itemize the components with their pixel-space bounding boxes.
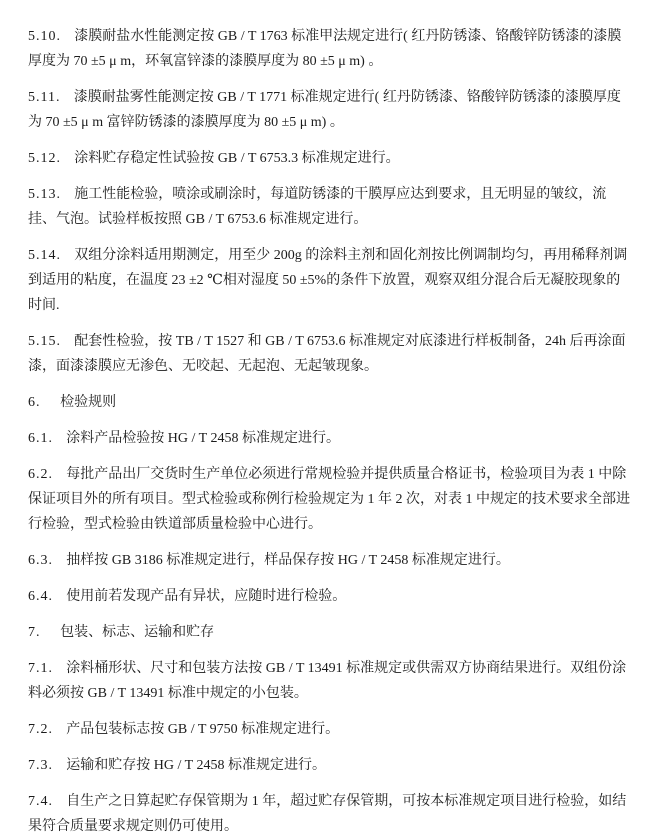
section-paragraph-7-3 [28,753,631,778]
section-text: 涂料贮存稳定性试验按 GB / T 6753.3 标准规定进行。 [74,151,400,166]
section-paragraph-5-14 [28,243,631,318]
section-number: 7. [28,625,41,640]
section-paragraph-6-2 [28,462,631,537]
section-paragraph-5-10 [28,24,631,74]
section-number: 6.2. [28,467,53,482]
section-text: 漆膜耐盐雾性能测定按 GB / T 1771 标准规定进行( 红丹防锈漆、铬酸锌防锈漆的漆膜厚度为 70 ±5 μ m 富锌防锈漆的漆膜厚度为 80 ±5 μ m) 。 [28,90,621,130]
section-paragraph-6-3 [28,548,631,573]
section-text: 产品包装标志按 GB / T 9750 标准规定进行。 [66,722,340,737]
section-text: 自生产之日算起贮存保管期为 1 年，超过贮存保管期，可按本标准规定项目进行检验，如结果符合质量要求规定则仍可使用。 [28,794,627,834]
section-paragraph-5-12 [28,146,631,171]
section-text: 使用前若发现产品有异状，应随时进行检验。 [66,589,347,604]
section-paragraph-7-2 [28,717,631,742]
section-number: 5.10. [28,29,61,44]
section-paragraph-6-1 [28,426,631,451]
section-number: 6.4. [28,589,53,604]
section-number: 5.12. [28,151,61,166]
section-text: 检验规则 [60,395,117,410]
section-number: 5.13. [28,187,61,202]
section-text: 配套性检验，按 TB / T 1527 和 GB / T 6753.6 标准规定对底漆进行样板制备，24h 后再涂面漆，面漆漆膜应无渗色、无咬起、无起泡、无起皱现象。 [28,334,626,374]
section-number: 7.2. [28,722,53,737]
section-paragraph-6-4 [28,584,631,609]
section-number: 5.11. [28,90,61,105]
section-text: 漆膜耐盐水性能测定按 GB / T 1763 标准甲法规定进行( 红丹防锈漆、铬酸锌防锈漆的漆膜厚度为 70 ±5 μ m，环氧富锌漆的漆膜厚度为 80 ±5 μ m) 。 [28,29,622,69]
section-paragraph-7-4 [28,789,631,839]
section-number: 6.3. [28,553,53,568]
section-text: 抽样按 GB 3186 标准规定进行，样品保存按 HG / T 2458 标准规定进行。 [66,553,510,568]
section-text: 涂料桶形状、尺寸和包装方法按 GB / T 13491 标准规定或供需双方协商结果进行。双组份涂料必须按 GB / T 13491 标准中规定的小包装。 [28,661,627,701]
section-paragraph-5-15 [28,329,631,379]
section-text: 涂料产品检验按 HG / T 2458 标准规定进行。 [66,431,340,446]
section-heading-7 [28,620,631,645]
section-text: 每批产品出厂交货时生产单位必须进行常规检验并提供质量合格证书，检验项目为表 1 中除保证项目外的所有项目。型式检验或称例行检验规定为 1 年 2 次，对表 1 中规定的技术要求全部进行检验，型式检验由铁道部质量检验中心进行。 [28,467,630,532]
section-text: 包装、标志、运输和贮存 [60,625,215,640]
section-text: 双组分涂料适用期测定，用至少 200g 的涂料主剂和固化剂按比例调制均匀，再用稀释剂调到适用的粘度，在温度 23 ±2 ℃相对湿度 50 ±5%的条件下放置，观察双组分混合后无凝胶现象的时间. [28,248,628,313]
section-number: 7.4. [28,794,53,809]
section-paragraph-7-1 [28,656,631,706]
section-number: 5.14. [28,248,61,263]
section-text: 施工性能检验，喷涂或刷涂时，每道防锈漆的干膜厚应达到要求，且无明显的皱纹，流挂、气泡。试验样板按照 GB / T 6753.6 标准规定进行。 [28,187,607,227]
section-heading-6 [28,390,631,415]
section-number: 7.1. [28,661,53,676]
section-number: 6.1. [28,431,53,446]
section-text: 运输和贮存按 HG / T 2458 标准规定进行。 [66,758,326,773]
section-number: 6. [28,395,41,410]
section-number: 5.15. [28,334,61,349]
section-paragraph-5-13 [28,182,631,232]
section-paragraph-5-11 [28,85,631,135]
section-number: 7.3. [28,758,53,773]
